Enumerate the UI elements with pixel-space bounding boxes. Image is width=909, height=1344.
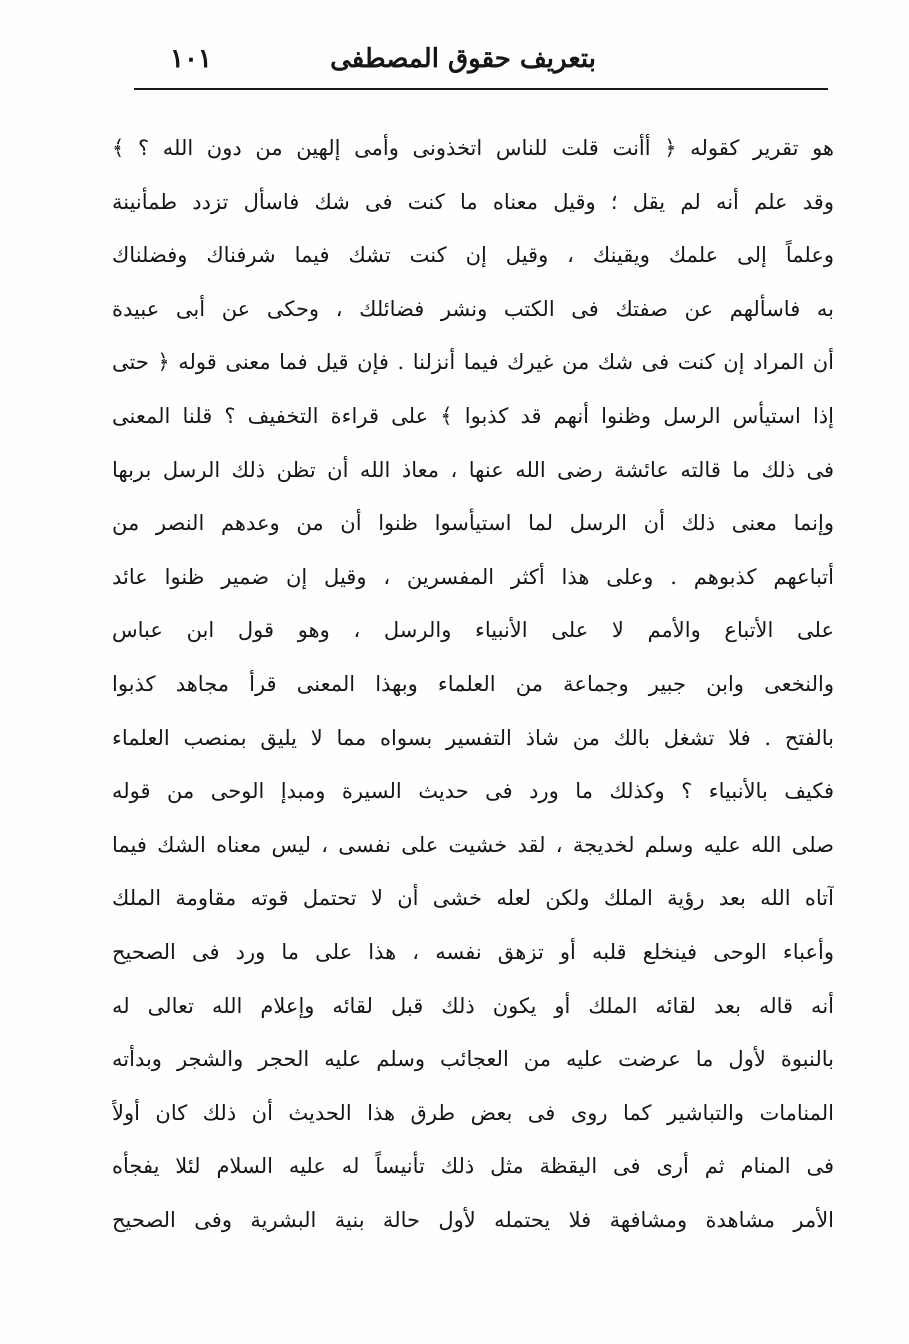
page-number: ١٠١ bbox=[170, 44, 212, 74]
text-line: أتباعهم كذبوهم . وعلى هذا أكثر المفسرين ، وقيل إن ضمير ظنوا عائد bbox=[112, 564, 834, 589]
text-line: صلى الله عليه وسلم لخديجة ، لقد خشيت على نفسى ، ليس معناه الشك فيما bbox=[112, 832, 834, 857]
text-line: فى ذلك ما قالته عائشة رضى الله عنها ، معاذ الله أن تظن ذلك الرسل بربها bbox=[112, 457, 834, 482]
text-line: والنخعى وابن جبير وجماعة من العلماء وبهذا المعنى قرأ مجاهد كذبوا bbox=[112, 671, 834, 696]
text-line: أن المراد إن كنت فى شك من غيرك فيما أنزلنا . فإن قيل فما معنى قوله ﴿ حتى bbox=[112, 350, 834, 375]
text-line: وقد علم أنه لم يقل ؛ وقيل معناه ما كنت فى شك فاسأل تزدد طمأنينة bbox=[112, 189, 834, 214]
text-line: بالفتح . فلا تشغل بالك من شاذ التفسير بسواه مما لا يليق بمنصب العلماء bbox=[112, 725, 834, 750]
text-line: به فاسألهم عن صفتك فى الكتب ونشر فضائلك ، وحكى عن أبى عبيدة bbox=[112, 296, 834, 321]
body-text bbox=[112, 122, 834, 1302]
running-title: بتعريف حقوق المصطفى bbox=[330, 44, 596, 74]
text-line: وأعباء الوحى فينخلع قلبه أو تزهق نفسه ، هذا على ما ورد فى الصحيح bbox=[112, 939, 834, 964]
text-line: وعلماً إلى علمك ويقينك ، وقيل إن كنت تشك فيما شرفناك وفضلناك bbox=[112, 243, 834, 268]
text-line: الأمر مشاهدة ومشافهة فلا يحتمله لأول حالة بنية البشرية وفى الصحيح bbox=[112, 1207, 834, 1232]
text-line: على الأتباع والأمم لا على الأنبياء والرسل ، وهو قول ابن عباس bbox=[112, 618, 834, 643]
text-line: آتاه الله بعد رؤية الملك ولكن لعله خشى أن لا تحتمل قوته مقاومة الملك bbox=[112, 886, 834, 911]
text-line: هو تقرير كقوله ﴿ أأنت قلت للناس اتخذونى وأمى إلهين من دون الله ؟ ﴾ bbox=[112, 136, 834, 160]
page-header bbox=[128, 38, 828, 90]
text-line: المنامات والتباشير كما روى فى بعض طرق هذا الحديث أن ذلك كان أولاً bbox=[112, 1100, 834, 1125]
text-line: فكيف بالأنبياء ؟ وكذلك ما ورد فى حديث السيرة ومبدإ الوحى من قوله bbox=[112, 779, 834, 804]
text-line: بالنبوة لأول ما عرضت عليه من العجائب وسلم عليه الحجر والشجر وبدأته bbox=[112, 1047, 834, 1072]
text-line: إذا استيأس الرسل وظنوا أنهم قد كذبوا ﴾ على قراءة التخفيف ؟ قلنا المعنى bbox=[112, 403, 834, 428]
header-rule bbox=[134, 88, 828, 90]
text-line: وإنما معنى ذلك أن الرسل لما استيأسوا ظنوا أن من وعدهم النصر من bbox=[112, 511, 834, 536]
text-line: أنه قاله بعد لقائه الملك أو يكون ذلك قبل لقائه وإعلام الله تعالى له bbox=[112, 993, 834, 1018]
text-line: فى المنام ثم أرى فى اليقظة مثل ذلك تأنيساً له عليه السلام لئلا يفجأه bbox=[112, 1154, 834, 1179]
